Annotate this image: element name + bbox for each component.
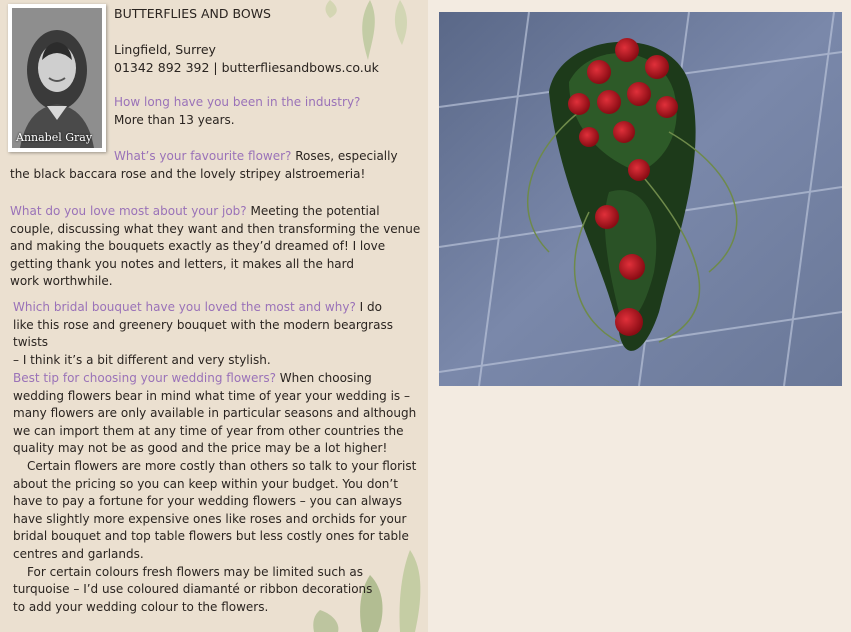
answer: bridal bouquet and top table flowers but less costly ones for table — [13, 529, 409, 544]
portrait-image — [12, 8, 102, 148]
answer: have to pay a fortune for your wedding flowers – you can always — [13, 494, 403, 509]
answer: and making the bouquets exactly as they’d dreamed of! I love — [10, 239, 386, 254]
answer: to add your wedding colour to the flowers. — [13, 599, 269, 614]
answer: More than 13 years. — [114, 112, 235, 127]
answer: many flowers are only available in particular seasons and although — [13, 406, 417, 421]
question: What’s your favourite flower? — [114, 149, 292, 163]
answer: we can import them at any time of year from other countries the — [13, 423, 404, 438]
bouquet-photo — [439, 12, 842, 386]
question: Best tip for choosing your wedding flowers? — [13, 371, 276, 385]
qa-favourite-flower — [10, 148, 420, 183]
qa-years — [114, 94, 414, 129]
photo-caption: Annabel Gray — [16, 131, 93, 144]
website-link[interactable]: butterfliesandbows.co.uk — [221, 60, 379, 75]
question: What do you love most about your job? — [10, 204, 247, 218]
answer: getting thank you notes and letters, it makes all the hard — [10, 256, 355, 271]
answer: Certain flowers are more costly than others so talk to your florist — [27, 458, 417, 473]
answer: like this rose and greenery bouquet with the modern beargrass twists — [13, 317, 393, 350]
portrait-photo — [8, 4, 106, 152]
qa-loved-bouquet — [13, 299, 425, 369]
contact-separator: | — [213, 60, 218, 75]
answer: – I think it’s a bit different and very stylish. — [13, 352, 271, 367]
answer: turquoise – I’d use coloured diamanté or ribbon decorations — [13, 582, 373, 597]
phone-number: 01342 892 392 — [114, 60, 210, 75]
answer: centres and garlands. — [13, 546, 144, 561]
business-header — [114, 5, 414, 77]
answer: quality may not be as good and the price may be a lot higher! — [13, 441, 388, 456]
answer: Roses, especially — [295, 149, 398, 163]
answer: When choosing — [279, 371, 372, 385]
contact-line — [114, 59, 414, 77]
answer: have slightly more expensive ones like roses and orchids for your — [13, 511, 407, 526]
answer: For certain colours fresh flowers may be limited such as — [27, 564, 364, 579]
answer: work worthwhile. — [10, 274, 113, 289]
answer: I do — [359, 300, 382, 314]
qa-best-tip — [13, 370, 425, 616]
question: Which bridal bouquet have you loved the most and why? — [13, 300, 356, 314]
answer: wedding flowers bear in mind what time of year your wedding is – — [13, 388, 411, 403]
answer: about the pricing so you can keep within your budget. You don’t — [13, 476, 398, 491]
answer: Meeting the potential — [250, 204, 380, 218]
answer: the black baccara rose and the lovely stripey alstroemeria! — [10, 166, 366, 181]
business-name: BUTTERFLIES AND BOWS — [114, 6, 271, 21]
qa-love-job — [10, 203, 422, 291]
question: How long have you been in the industry? — [114, 95, 361, 109]
answer: couple, discussing what they want and then transforming the venue — [10, 221, 421, 236]
business-location: Lingfield, Surrey — [114, 42, 216, 57]
